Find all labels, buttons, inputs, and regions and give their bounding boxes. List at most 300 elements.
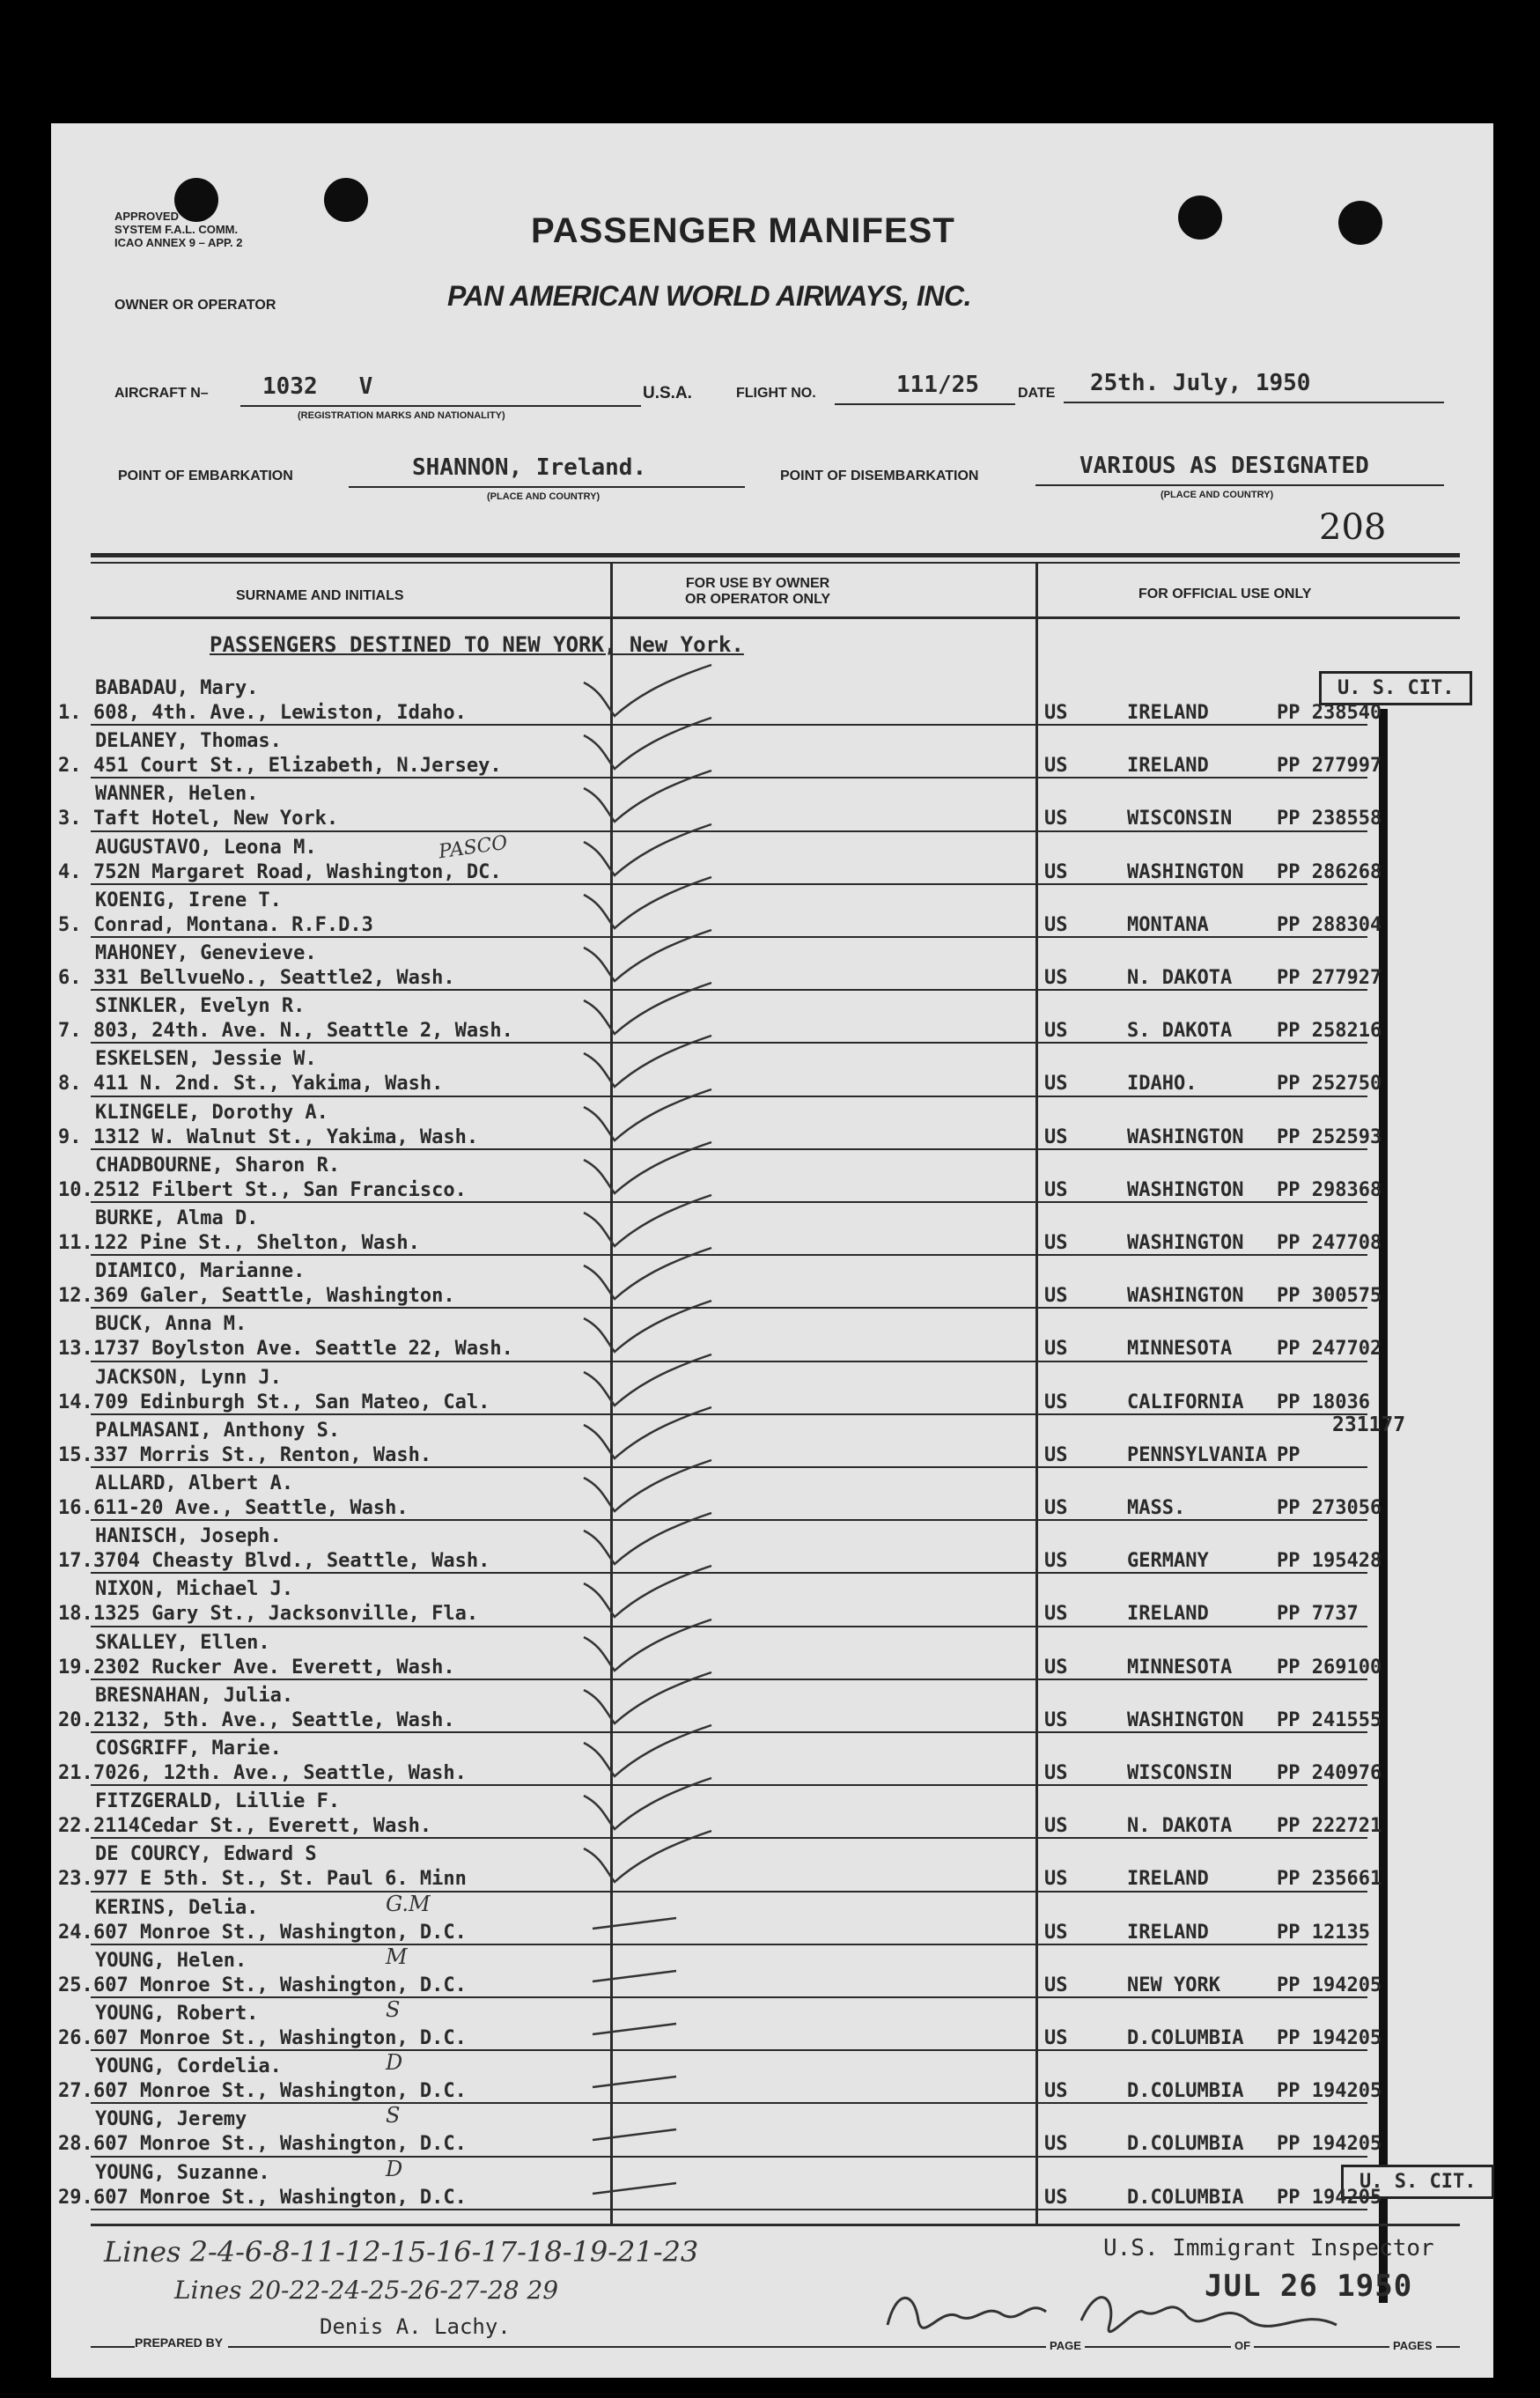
embarkation-underline (349, 486, 745, 488)
passenger-address: 607 Monroe St., Washington, D.C. (93, 2186, 467, 2209)
citizenship: US (1044, 1232, 1068, 1254)
inspector-signature (879, 2272, 1372, 2351)
table-row (51, 833, 1460, 886)
row-rule (91, 1784, 1367, 1786)
flight-date: 25th. July, 1950 (1090, 370, 1311, 396)
passenger-name: YOUNG, Jeremy (95, 2108, 247, 2131)
passport-number: PP 194205 (1277, 2186, 1382, 2209)
disembarkation-label: POINT OF DISEMBARKATION (780, 469, 979, 483)
row-number: 19. (58, 1656, 93, 1679)
citizenship: US (1044, 1708, 1068, 1731)
row-rule (91, 1626, 1367, 1627)
table-row (51, 1946, 1460, 1999)
row-number: 21. (58, 1762, 93, 1784)
passenger-address: 1737 Boylston Ave. Seattle 22, Wash. (93, 1338, 513, 1361)
citizenship: US (1044, 1762, 1068, 1784)
passenger-name: DIAMICO, Marianne. (95, 1260, 306, 1283)
row-rule (91, 724, 1367, 726)
aircraft-label: AIRCRAFT N– (114, 386, 209, 401)
dash-mark (588, 2070, 694, 2096)
dash-mark (588, 2017, 694, 2043)
citizenship: US (1044, 1285, 1068, 1308)
table-row (51, 886, 1460, 939)
row-number: 4. (58, 860, 82, 883)
passport-number: PP 247708 (1277, 1232, 1382, 1254)
table-row (51, 1257, 1460, 1310)
state-of-birth: WASHINGTON (1127, 1125, 1244, 1148)
row-rule (91, 1413, 1367, 1415)
passport-number: PP 241555 (1277, 1708, 1382, 1731)
citizenship: US (1044, 1974, 1068, 1996)
inspector-label: U.S. Immigrant Inspector (1103, 2235, 1434, 2261)
passenger-name: BURKE, Alma D. (95, 1207, 259, 1229)
passenger-address: 451 Court St., Elizabeth, N.Jersey. (93, 755, 502, 778)
passenger-address: 337 Morris St., Renton, Wash. (93, 1443, 432, 1466)
row-number: 2. (58, 755, 82, 778)
citizenship: US (1044, 1603, 1068, 1626)
table-row (51, 1522, 1460, 1575)
passenger-name: NIXON, Michael J. (95, 1578, 294, 1601)
state-of-birth: MASS. (1127, 1497, 1186, 1519)
passenger-address: 607 Monroe St., Washington, D.C. (93, 1974, 467, 1996)
passport-number: PP 273056 (1277, 1497, 1382, 1519)
passenger-name: KLINGELE, Dorothy A. (95, 1101, 328, 1124)
disembarkation-caption: (PLACE AND COUNTRY) (1161, 490, 1274, 500)
row-rule (91, 1891, 1367, 1893)
table-row (51, 1204, 1460, 1257)
table-row (51, 779, 1460, 832)
passport-number: PP 300575 (1277, 1285, 1382, 1308)
table-row (51, 2158, 1460, 2211)
state-of-birth: WASHINGTON (1127, 1178, 1244, 1201)
row-number: 17. (58, 1550, 93, 1573)
passenger-name: FITZGERALD, Lillie F. (95, 1790, 341, 1813)
table-row (51, 1310, 1460, 1362)
table-row (51, 674, 1460, 727)
passenger-name: BUCK, Anna M. (95, 1313, 247, 1336)
passport-number: PP 238540 (1277, 702, 1382, 724)
passenger-address: 977 E 5th. St., St. Paul 6. Minn (93, 1868, 467, 1891)
state-of-birth: PENNSYLVANIA (1127, 1443, 1267, 1466)
state-of-birth: MONTANA (1127, 913, 1209, 936)
row-rule (91, 1519, 1367, 1521)
state-of-birth: D.COLUMBIA (1127, 2186, 1244, 2209)
row-rule (91, 1148, 1367, 1150)
row-number: 22. (58, 1815, 93, 1838)
table-row (51, 1416, 1460, 1469)
row-rule (91, 777, 1367, 778)
citizenship: US (1044, 1497, 1068, 1519)
passenger-name: ESKELSEN, Jessie W. (95, 1048, 317, 1071)
passenger-name: DELANEY, Thomas. (95, 730, 282, 753)
citizenship: US (1044, 1550, 1068, 1573)
row-number: 26. (58, 2027, 93, 2049)
passenger-name: DE COURCY, Edward S (95, 1843, 317, 1866)
row-rule (91, 2209, 1367, 2210)
row-rule (91, 1996, 1367, 1998)
row-number: 1. (58, 702, 82, 724)
state-of-birth: N. DAKOTA (1127, 1815, 1233, 1838)
state-of-birth: MINNESOTA (1127, 1338, 1233, 1361)
passenger-address: 2114Cedar St., Everett, Wash. (93, 1815, 432, 1838)
state-of-birth: WASHINGTON (1127, 1708, 1244, 1731)
handwritten-row-mark: D (386, 2156, 403, 2181)
citizenship: US (1044, 913, 1068, 936)
row-number: 13. (58, 1338, 93, 1361)
operator-name: PAN AMERICAN WORLD AIRWAYS, INC. (447, 280, 971, 312)
column-header-owner-line: OR OPERATOR ONLY (685, 592, 831, 607)
table-top-rule (91, 553, 1460, 557)
citizenship: US (1044, 860, 1068, 883)
column-header-owner-line: FOR USE BY OWNER (685, 576, 830, 591)
passport-number: PP 194205 (1277, 2080, 1382, 2103)
passport-number: PP 258216 (1277, 1020, 1382, 1043)
column-header-owner (685, 576, 830, 608)
citizenship: US (1044, 2186, 1068, 2209)
approval-stamp (114, 210, 242, 249)
table-row (51, 1363, 1460, 1416)
row-rule (91, 1679, 1367, 1680)
handwritten-lines-note: Lines 20-22-24-25-26-27-28 29 (174, 2276, 559, 2305)
disembarkation-underline (1035, 484, 1444, 486)
header-bottom-rule (91, 616, 1460, 619)
table-top-rule-thin (91, 562, 1460, 564)
passenger-address: 411 N. 2nd. St., Yakima, Wash. (93, 1073, 444, 1096)
row-number: 14. (58, 1391, 93, 1413)
passport-number: PP 277997 (1277, 755, 1382, 778)
citizenship: US (1044, 1815, 1068, 1838)
row-rule (91, 936, 1367, 938)
passenger-address: 7026, 12th. Ave., Seattle, Wash. (93, 1762, 467, 1784)
approval-line: APPROVED (114, 210, 179, 223)
passport-number: PP 277927 (1277, 967, 1382, 989)
state-of-birth: IRELAND (1127, 1868, 1209, 1891)
passenger-address: 2302 Rucker Ave. Everett, Wash. (93, 1656, 455, 1679)
passenger-address: 803, 24th. Ave. N., Seattle 2, Wash. (93, 1020, 513, 1043)
handwritten-row-mark: S (386, 1997, 401, 2022)
row-rule (91, 1837, 1367, 1839)
handwritten-row-mark: D (386, 2050, 403, 2076)
dash-mark (588, 1911, 694, 1937)
state-of-birth: D.COLUMBIA (1127, 2027, 1244, 2049)
uscit-stamp: U. S. CIT. (1319, 671, 1472, 705)
owner-label: OWNER OR OPERATOR (114, 298, 276, 313)
state-of-birth: WASHINGTON (1127, 1232, 1244, 1254)
row-rule (91, 1307, 1367, 1309)
passenger-name: KOENIG, Irene T. (95, 889, 282, 911)
table-row (51, 1787, 1460, 1840)
citizenship: US (1044, 702, 1068, 724)
state-of-birth: IRELAND (1127, 1921, 1209, 1944)
passport-number: PP 288304 (1277, 913, 1382, 936)
passenger-address: 122 Pine St., Shelton, Wash. (93, 1232, 420, 1254)
state-of-birth: WISCONSIN (1127, 808, 1233, 830)
citizenship: US (1044, 1178, 1068, 1201)
passenger-name: KERINS, Delia. (95, 1896, 259, 1919)
passenger-name: YOUNG, Cordelia. (95, 2055, 282, 2078)
handwritten-row-mark: M (386, 1944, 408, 1969)
row-number: 18. (58, 1603, 93, 1626)
passenger-name: YOUNG, Robert. (95, 2003, 259, 2025)
page-title: PASSENGER MANIFEST (531, 211, 955, 250)
destination-heading: PASSENGERS DESTINED TO NEW YORK, New York. (210, 632, 744, 657)
table-row (51, 1840, 1460, 1893)
row-number: 23. (58, 1868, 93, 1891)
disembarkation-place: VARIOUS AS DESIGNATED (1079, 453, 1369, 479)
row-rule (91, 883, 1367, 885)
passenger-name: SKALLEY, Ellen. (95, 1631, 270, 1654)
passenger-address: 3704 Cheasty Blvd., Seattle, Wash. (93, 1550, 490, 1573)
aircraft-underline (240, 405, 641, 407)
row-number: 7. (58, 1020, 82, 1043)
state-of-birth: CALIFORNIA (1127, 1391, 1244, 1413)
table-row (51, 2105, 1460, 2158)
dash-mark (588, 2122, 694, 2149)
state-of-birth: IDAHO. (1127, 1073, 1197, 1096)
embarkation-place: SHANNON, Ireland. (412, 454, 647, 481)
flight-number: 111/25 (896, 372, 979, 398)
table-row (51, 1893, 1460, 1946)
citizenship: US (1044, 1921, 1068, 1944)
passenger-name: CHADBOURNE, Sharon R. (95, 1154, 341, 1177)
state-of-birth: D.COLUMBIA (1127, 2133, 1244, 2156)
handwritten-row-mark: G.M (386, 1891, 431, 1916)
citizenship: US (1044, 2133, 1068, 2156)
approval-line: SYSTEM F.A.L. COMM. (114, 223, 239, 236)
row-rule (91, 1042, 1367, 1044)
table-row (51, 992, 1460, 1044)
row-number: 9. (58, 1125, 82, 1148)
row-number: 12. (58, 1285, 93, 1308)
page-number: 208 (1319, 507, 1387, 548)
table-row (51, 1681, 1460, 1734)
row-rule (91, 1731, 1367, 1733)
row-number: 11. (58, 1232, 93, 1254)
passenger-name: HANISCH, Joseph. (95, 1525, 282, 1548)
row-rule (91, 1254, 1367, 1256)
passport-number: PP 298368 (1277, 1178, 1382, 1201)
passenger-name: JACKSON, Lynn J. (95, 1366, 282, 1389)
row-number: 15. (58, 1443, 93, 1466)
passport-number: PP 286268 (1277, 860, 1382, 883)
state-of-birth: IRELAND (1127, 1603, 1209, 1626)
table-row (51, 1469, 1460, 1522)
citizenship: US (1044, 1020, 1068, 1043)
aircraft-registration: 1032 V (262, 373, 373, 400)
passenger-name: BABADAU, Mary. (95, 677, 259, 699)
table-row (51, 1999, 1460, 2052)
passport-number: PP 194205 (1277, 1974, 1382, 1996)
passenger-address: 709 Edinburgh St., San Mateo, Cal. (93, 1391, 490, 1413)
date-underline (1064, 402, 1444, 403)
passport-number: PP 12135 (1277, 1921, 1370, 1944)
citizenship: US (1044, 1073, 1068, 1096)
table-row (51, 1575, 1460, 1627)
table-row (51, 1098, 1460, 1151)
passport-number: PP 240976 (1277, 1762, 1382, 1784)
row-number: 16. (58, 1497, 93, 1519)
row-number: 27. (58, 2080, 93, 2103)
passenger-address: 1312 W. Walnut St., Yakima, Wash. (93, 1125, 479, 1148)
row-rule (91, 989, 1367, 991)
table-row (51, 1628, 1460, 1681)
passenger-address: 607 Monroe St., Washington, D.C. (93, 2080, 467, 2103)
row-rule (91, 830, 1367, 832)
passenger-name: COSGRIFF, Marie. (95, 1738, 282, 1760)
citizenship: US (1044, 1443, 1068, 1466)
passenger-address: 1325 Gary St., Jacksonville, Fla. (93, 1603, 479, 1626)
table-row (51, 1044, 1460, 1097)
row-rule (91, 2156, 1367, 2158)
table-row (51, 1151, 1460, 1204)
state-of-birth: GERMANY (1127, 1550, 1209, 1573)
embarkation-label: POINT OF EMBARKATION (118, 469, 293, 483)
footer-rule (91, 2346, 1460, 2348)
passport-number: PP 18036 (1277, 1391, 1370, 1413)
row-rule (91, 2049, 1367, 2051)
passenger-name: SINKLER, Evelyn R. (95, 995, 306, 1018)
passenger-address: Taft Hotel, New York. (93, 808, 339, 830)
row-number: 5. (58, 913, 82, 936)
column-header-surname: SURNAME AND INITIALS (236, 588, 404, 603)
pasco-note: PASCO (437, 831, 509, 864)
punch-hole (1338, 201, 1382, 245)
passenger-address: 607 Monroe St., Washington, D.C. (93, 1921, 467, 1944)
passenger-address: 2132, 5th. Ave., Seattle, Wash. (93, 1708, 455, 1731)
row-number: 29. (58, 2186, 93, 2209)
manifest-page (51, 123, 1493, 2378)
passport-number: PP 7737 (1277, 1603, 1359, 1626)
row-number: 25. (58, 1974, 93, 1996)
passenger-name: YOUNG, Helen. (95, 1949, 247, 1972)
row-rule (91, 1361, 1367, 1362)
passenger-address: 607 Monroe St., Washington, D.C. (93, 2027, 467, 2049)
handwritten-row-mark: S (386, 2103, 401, 2129)
passport-number: PP 235661 (1277, 1868, 1382, 1891)
table-bottom-rule (91, 2224, 1460, 2226)
passport-number: PP 238558 (1277, 808, 1382, 830)
passenger-address: 607 Monroe St., Washington, D.C. (93, 2133, 467, 2156)
prepared-by-label: PREPARED BY (135, 2335, 228, 2350)
citizenship: US (1044, 1656, 1068, 1679)
passenger-address: 331 BellvueNo., Seattle2, Wash. (93, 967, 455, 989)
passport-number: PP 247702 (1277, 1338, 1382, 1361)
row-rule (91, 1201, 1367, 1203)
passenger-name: AUGUSTAVO, Leona M. (95, 836, 317, 859)
embarkation-caption: (PLACE AND COUNTRY) (487, 491, 601, 502)
passenger-name: WANNER, Helen. (95, 783, 259, 806)
row-number: 3. (58, 808, 82, 830)
row-number: 6. (58, 967, 82, 989)
punch-hole (1178, 196, 1222, 240)
table-row (51, 1734, 1460, 1787)
citizenship: US (1044, 1125, 1068, 1148)
row-rule (91, 1096, 1367, 1097)
flight-underline (835, 403, 1015, 405)
row-number: 24. (58, 1921, 93, 1944)
passport-number: PP 252593 (1277, 1125, 1382, 1148)
state-of-birth: WASHINGTON (1127, 1285, 1244, 1308)
state-of-birth: WISCONSIN (1127, 1762, 1233, 1784)
state-of-birth: NEW YORK (1127, 1974, 1220, 1996)
passenger-address: 608, 4th. Ave., Lewiston, Idaho. (93, 702, 467, 724)
state-of-birth: IRELAND (1127, 702, 1209, 724)
table-row (51, 2052, 1460, 2105)
row-number: 10. (58, 1178, 93, 1201)
citizenship: US (1044, 755, 1068, 778)
passport-number: PP 222721 (1277, 1815, 1382, 1838)
passenger-address: Conrad, Montana. R.F.D.3 (93, 913, 373, 936)
passport-number: PP 194205 (1277, 2133, 1382, 2156)
row-rule (91, 2102, 1367, 2104)
date-label: DATE (1018, 386, 1056, 401)
handwritten-lines-note: Lines 2-4-6-8-11-12-15-16-17-18-19-21-23 (104, 2235, 699, 2269)
passport-number: PP 194205 (1277, 2027, 1382, 2049)
citizenship: US (1044, 808, 1068, 830)
check-mark (579, 1831, 720, 1893)
aircraft-caption: (REGISTRATION MARKS AND NATIONALITY) (298, 410, 505, 421)
uscit-stamp: U. S. CIT. (1341, 2165, 1494, 2199)
page-label: PAGE (1046, 2339, 1085, 2352)
aircraft-nationality: U.S.A. (643, 384, 692, 402)
row-number: 8. (58, 1073, 82, 1096)
state-of-birth: S. DAKOTA (1127, 1020, 1233, 1043)
passport-number: PP 195428 (1277, 1550, 1382, 1573)
citizenship: US (1044, 1391, 1068, 1413)
state-of-birth: WASHINGTON (1127, 860, 1244, 883)
state-of-birth: MINNESOTA (1127, 1656, 1233, 1679)
row-rule (91, 1572, 1367, 1574)
received-date-stamp: JUL 26 1950 (1205, 2269, 1413, 2304)
punch-hole (324, 178, 368, 222)
passenger-name: BRESNAHAN, Julia. (95, 1684, 294, 1707)
citizenship: US (1044, 1868, 1068, 1891)
passport-number: PP (1277, 1443, 1301, 1466)
row-rule (91, 1944, 1367, 1945)
passenger-address: 2512 Filbert St., San Francisco. (93, 1178, 467, 1201)
table-row (51, 727, 1460, 779)
passenger-address: 369 Galer, Seattle, Washington. (93, 1285, 455, 1308)
dash-mark (588, 2176, 694, 2202)
citizenship: US (1044, 2027, 1068, 2049)
dash-mark (588, 1964, 694, 1990)
passenger-address: 611-20 Ave., Seattle, Wash. (93, 1497, 409, 1519)
passenger-address: 752N Margaret Road, Washington, DC. (93, 860, 502, 883)
passport-number: PP 269100 (1277, 1656, 1382, 1679)
approval-line: ICAO ANNEX 9 – APP. 2 (114, 236, 243, 249)
prepared-by-name: Denis A. Lachy. (320, 2314, 511, 2339)
row-rule (91, 1466, 1367, 1468)
column-header-official: FOR OFFICIAL USE ONLY (1138, 587, 1312, 601)
state-of-birth: N. DAKOTA (1127, 967, 1233, 989)
pages-label: PAGES (1389, 2339, 1436, 2352)
passport-number: PP 252750 (1277, 1073, 1382, 1096)
flight-label: FLIGHT NO. (736, 386, 816, 401)
passenger-name: MAHONEY, Genevieve. (95, 942, 317, 964)
state-of-birth: D.COLUMBIA (1127, 2080, 1244, 2103)
of-label: OF (1231, 2339, 1254, 2352)
citizenship: US (1044, 967, 1068, 989)
citizenship: US (1044, 1338, 1068, 1361)
citizenship: US (1044, 2080, 1068, 2103)
passenger-name: YOUNG, Suzanne. (95, 2161, 270, 2184)
table-row (51, 939, 1460, 992)
palmasani-passport-correction: 231177 (1332, 1413, 1406, 1436)
state-of-birth: IRELAND (1127, 755, 1209, 778)
passenger-name: PALMASANI, Anthony S. (95, 1419, 341, 1442)
row-number: 20. (58, 1708, 93, 1731)
row-number: 28. (58, 2133, 93, 2156)
